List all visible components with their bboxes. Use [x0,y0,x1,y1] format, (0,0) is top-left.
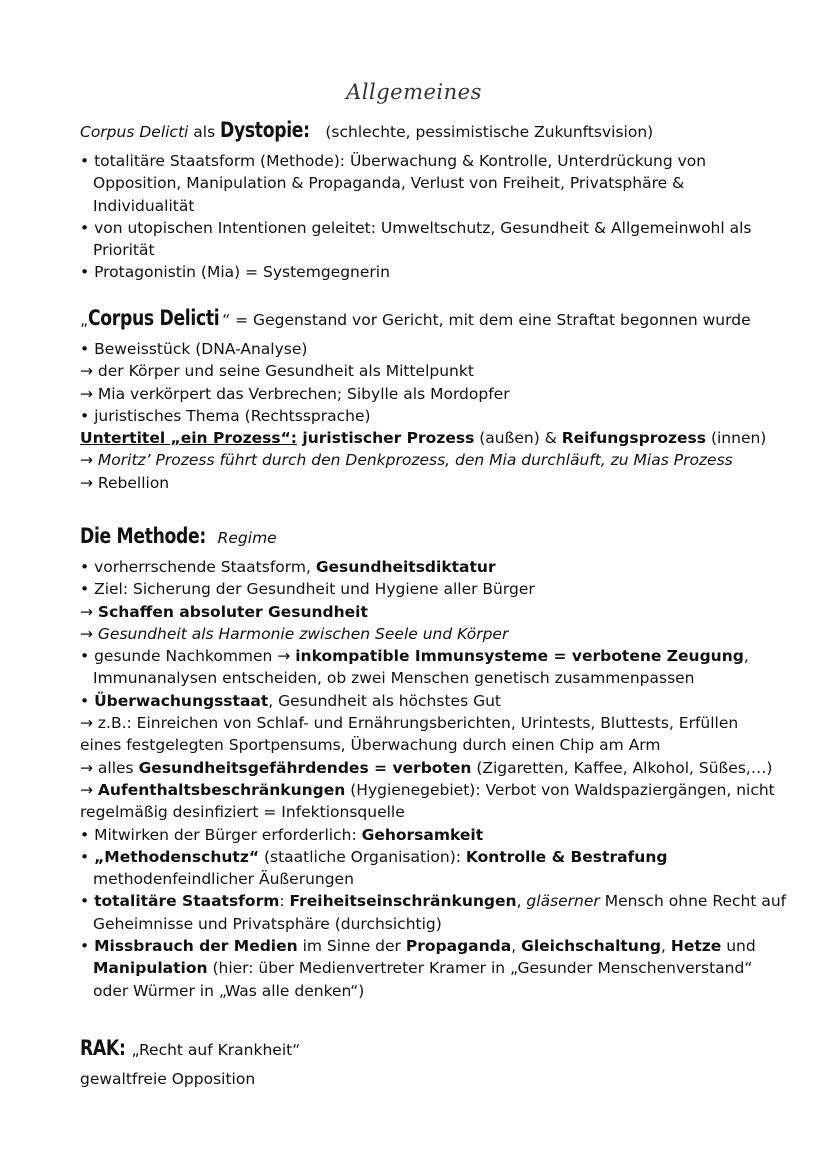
list-item-continuation: methodenfeindlicher Äußerungen [93,870,354,889]
methode-heading: Die Methode: [80,524,206,548]
rak-heading: RAK: [80,1036,126,1060]
list-item-continuation: Priorität [93,241,155,260]
arrow-line-continuation: regelmäßig desinfiziert = Infektionsquelle [80,803,405,822]
corpus-definition: = Gegenstand vor Gericht, mit dem eine Straftat begonnen wurde [230,311,751,329]
methode-section [80,520,787,1002]
list-item: • Protagonistin (Mia) = Systemgegnerin [80,261,780,283]
rak-subheading: „Recht auf Krankheit“ [131,1041,301,1059]
list-item: • Ziel: Sicherung der Gesundheit und Hygiene aller Bürger [80,578,780,600]
list-item: • gesunde Nachkommen → inkompatible Immunsysteme = verbotene Zeugung, [80,645,780,667]
arrow-line: → Rebellion [80,473,170,492]
corpus-delicti-italic: Corpus Delicti [80,123,189,141]
list-item: • „Methodenschutz“ (staatliche Organisation): Kontrolle & Bestrafung [80,846,780,868]
methode-subheading: Regime [217,529,277,547]
methode-heading-row [80,520,780,554]
rak-section [80,1032,780,1090]
dystopie-section [80,114,780,284]
list-item-continuation: Manipulation (hier: über Medienvertreter Kramer in „Gesunder Menschenverstand“ [93,959,753,978]
arrow-line: → Moritz’ Prozess führt durch den Denkprozess, den Mia durchläuft, zu Mias Prozess [80,451,733,470]
list-item: • von utopischen Intentionen geleitet: Umweltschutz, Gesundheit & Allgemeinwohl als [80,217,780,239]
list-item-continuation: Individualität [93,196,195,215]
arrow-line: → z.B.: Einreichen von Schlaf- und Ernährungsberichten, Urintests, Bluttests, Erfüllen [80,714,739,733]
corpus-heading: Corpus Delicti [88,306,220,330]
arrow-line-continuation: eines festgelegten Sportpensums, Überwachung durch einen Chip am Arm [80,736,661,755]
list-item: • Mitwirken der Bürger erforderlich: Gehorsamkeit [80,824,780,846]
dystopie-description: (schlechte, pessimistische Zukunftsvision) [320,123,654,141]
list-item-continuation: Immunanalysen entscheiden, ob zwei Menschen genetisch zusammenpassen [93,669,695,688]
list-item-continuation: oder Würmer in „Was alle denken“) [93,981,365,1000]
list-item-continuation: Geheimnisse und Privatsphäre (durchsichtig) [93,914,442,933]
list-item: • Überwachungsstaat, Gesundheit als höchstes Gut [80,690,780,712]
corpus-heading-row: „Corpus Delicti “ = Gegenstand vor Gericht, mit dem eine Straftat begonnen wurde [80,302,780,336]
list-item: • Missbrauch der Medien im Sinne der Propaganda, Gleichschaltung, Hetze und [80,935,780,957]
page-title: Allgemeines [346,80,482,104]
list-item: • Beweisstück (DNA-Analyse) [80,338,780,360]
subtitle-line: Untertitel „ein Prozess“: juristischer Prozess (außen) & Reifungsprozess (innen) [80,429,767,448]
rak-heading-row [80,1032,780,1066]
list-item: • totalitäre Staatsform: Freiheitseinschränkungen, gläserner Mensch ohne Recht auf [80,890,780,912]
list-item-continuation: Opposition, Manipulation & Propaganda, Verlust von Freiheit, Privatsphäre & [93,174,685,193]
arrow-line: → alles Gesundheitsgefährdendes = verboten (Zigaretten, Kaffee, Alkohol, Süßes,…) [80,758,773,777]
rak-line: gewaltfreie Opposition [80,1070,256,1088]
dystopie-heading-row: Corpus Delicti als Dystopie: (schlechte, pessimistische Zukunftsvision) [80,114,780,148]
list-item: • juristisches Thema (Rechtssprache) [80,405,780,427]
dystopie-heading: Dystopie: [220,118,310,142]
corpus-delicti-section [80,302,780,494]
arrow-line: → der Körper und seine Gesundheit als Mittelpunkt [80,362,474,381]
arrow-line: → Gesundheit als Harmonie zwischen Seele und Körper [80,624,509,643]
arrow-line: → Schaffen absoluter Gesundheit [80,602,368,621]
arrow-line: → Mia verkörpert das Verbrechen; Sibylle als Mordopfer [80,384,510,403]
arrow-line: → Aufenthaltsbeschränkungen (Hygienegebiet): Verbot von Waldspaziergängen, nicht [80,780,775,799]
list-item: • vorherrschende Staatsform, Gesundheitsdiktatur [80,556,780,578]
list-item: • totalitäre Staatsform (Methode): Überwachung & Kontrolle, Unterdrückung von [80,150,780,172]
